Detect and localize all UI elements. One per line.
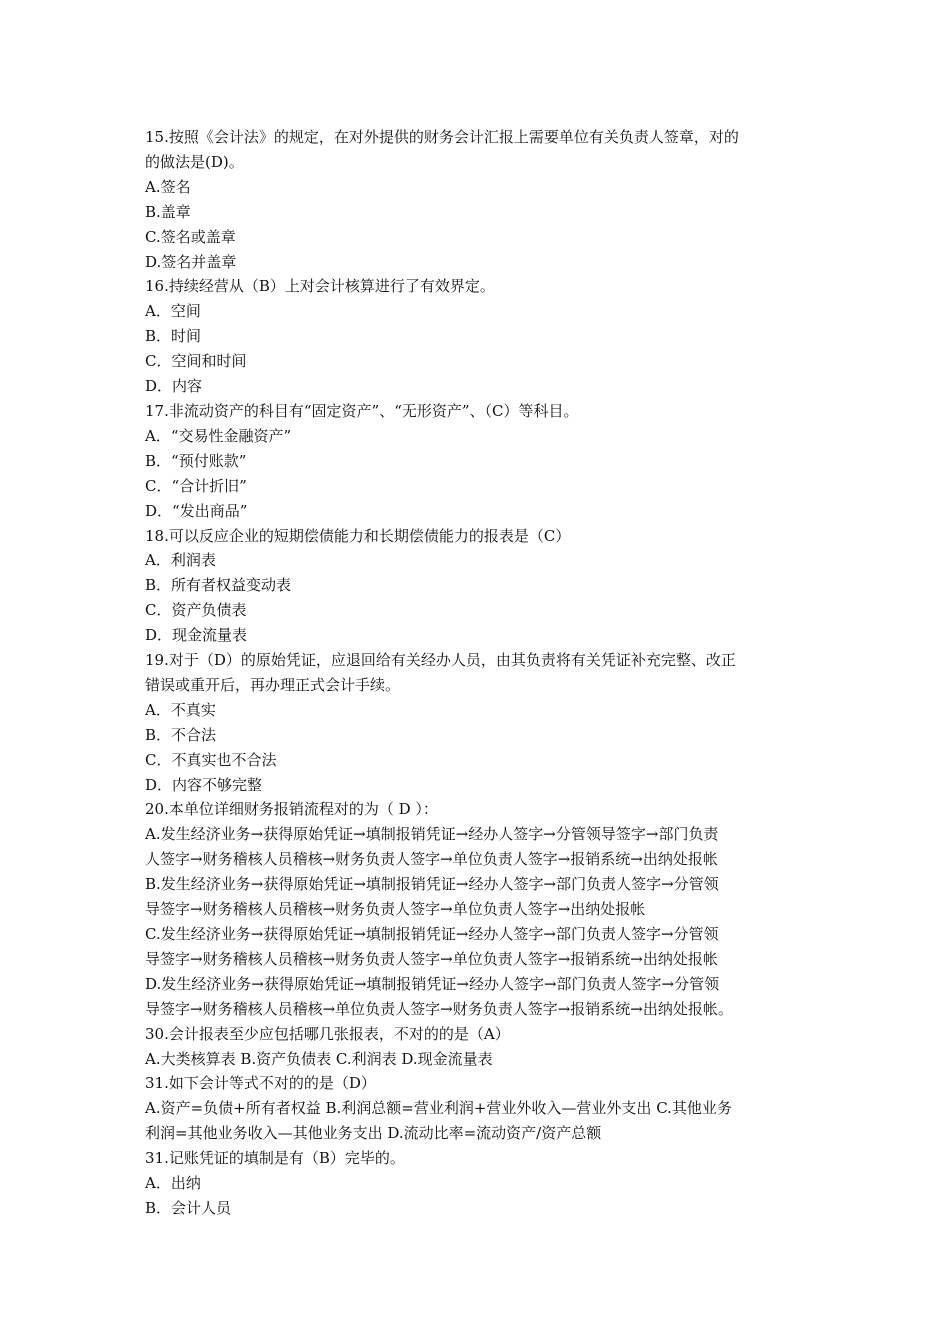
text-line: D.发生经济业务→获得原始凭证→填制报销凭证→经办人签字→部门负责人签字→分管领 [145, 974, 720, 993]
text-line: 16.持续经营从（B）上对会计核算进行了有效界定。 [145, 277, 495, 296]
text-line: C．资产负债表 [145, 601, 247, 620]
text-line: D．“发出商品” [145, 501, 248, 520]
text-line: A.大类核算表 B.资产负债表 C.利润表 D.现金流量表 [145, 1049, 493, 1068]
text-line: 31.如下会计等式不对的的是（D） [145, 1074, 376, 1093]
text-line: B.盖章 [145, 202, 191, 221]
text-line: D．现金流量表 [145, 626, 248, 645]
text-line: B．时间 [145, 327, 202, 346]
text-line: 17.非流动资产的科目有“固定资产”、“无形资产”、（C）等科目。 [145, 401, 579, 420]
text-line: 导签字→财务稽核人员稽核→单位负责人签字→财务负责人签字→报销系统→出纳处报帐。 [145, 999, 733, 1018]
text-line: D.签名并盖章 [145, 252, 237, 271]
text-line: 31.记账凭证的填制是有（B）完毕的。 [145, 1149, 405, 1168]
text-line: D．内容 [145, 377, 203, 396]
text-line: C．不真实也不合法 [145, 750, 277, 769]
text-line: A．出纳 [145, 1174, 201, 1193]
text-line: A．空间 [145, 302, 201, 321]
text-line: D．内容不够完整 [145, 775, 263, 794]
text-line: B．所有者权益变动表 [145, 576, 292, 595]
text-line: C．空间和时间 [145, 352, 247, 371]
text-line: 错误或重开后，再办理正式会计手续。 [145, 675, 401, 694]
text-line: B．不合法 [145, 725, 217, 744]
text-line: 15.按照《会计法》的规定，在对外提供的财务会计汇报上需要单位有关负责人签章，对的 [145, 128, 739, 146]
text-line: 18.可以反应企业的短期偿债能力和长期偿债能力的报表是（C） [145, 526, 571, 545]
text-line: 导签字→财务稽核人员稽核→财务负责人签字→单位负责人签字→报销系统→出纳处报帐 [145, 949, 718, 968]
text-line: 导签字→财务稽核人员稽核→财务负责人签字→单位负责人签字→出纳处报帐 [145, 900, 646, 919]
text-line: C.发生经济业务→获得原始凭证→填制报销凭证→经办人签字→部门负责人签字→分管领 [145, 925, 719, 943]
text-line: A.资产=负债+所有者权益 B.利润总额=营业利润+营业外收入—营业外支出 C.其他业务 [145, 1099, 732, 1118]
text-line: C．“合计折旧” [145, 476, 247, 495]
text-line: B.发生经济业务→获得原始凭证→填制报销凭证→经办人签字→部门负责人签字→分管领 [145, 875, 719, 894]
text-line: B．会计人员 [145, 1198, 232, 1217]
text-line: B．“预付账款” [145, 451, 247, 470]
text-line: 20.本单位详细财务报销流程对的为（ D ）： [145, 800, 438, 819]
text-line: 19.对于（D）的原始凭证，应退回给有关经办人员，由其负责将有关凭证补充完整、改正 [145, 651, 736, 670]
text-line: A.签名 [145, 177, 191, 196]
document-body [145, 125, 815, 1221]
text-line: 30.会计报表至少应包括哪几张报表，不对的的是（A） [145, 1024, 510, 1043]
text-line: 的做法是(D)。 [145, 152, 244, 171]
text-line: A．“交易性金融资产” [145, 426, 292, 445]
text-line: A．不真实 [145, 700, 216, 719]
text-line: A．利润表 [145, 551, 216, 570]
text-line: 人签字→财务稽核人员稽核→财务负责人签字→单位负责人签字→报销系统→出纳处报帐 [145, 850, 718, 869]
text-line: 利润=其他业务收入—其他业务支出 D.流动比率=流动资产/资产总额 [145, 1124, 602, 1143]
text-line: C.签名或盖章 [145, 227, 236, 246]
text-line: A.发生经济业务→获得原始凭证→填制报销凭证→经办人签字→分管领导签字→部门负责 [145, 825, 719, 844]
